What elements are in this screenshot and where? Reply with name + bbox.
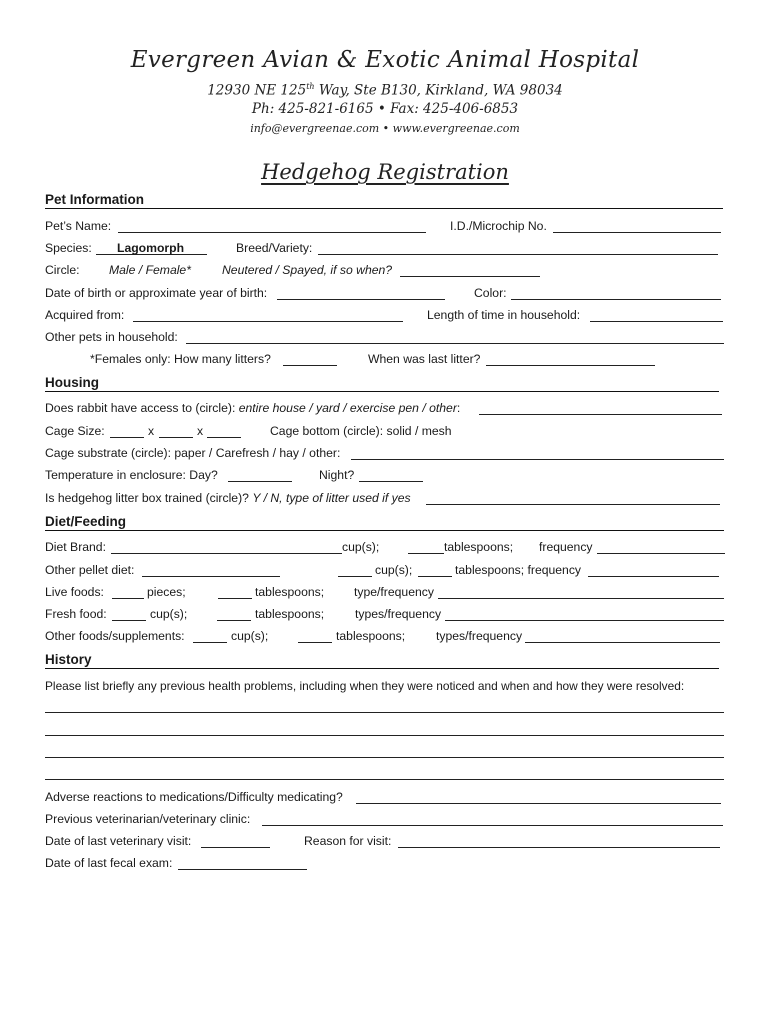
temp-day-field[interactable]	[228, 481, 292, 482]
cage-size-height-field[interactable]	[207, 437, 241, 438]
cups-label: cup(s);	[150, 607, 188, 621]
acquired-field[interactable]	[133, 321, 403, 322]
color-field[interactable]	[511, 299, 721, 300]
reason-label: Reason for visit:	[304, 834, 392, 848]
access-label-text: Does rabbit have access to (circle):	[45, 401, 236, 415]
section-rule	[45, 530, 724, 531]
times-symbol: x	[148, 424, 155, 438]
temp-night-field[interactable]	[359, 481, 423, 482]
fresh-food-types-field[interactable]	[445, 620, 724, 621]
color-label: Color:	[474, 286, 507, 300]
live-foods-type-field[interactable]	[438, 598, 724, 599]
fresh-food-label: Fresh food:	[45, 607, 107, 621]
breed-label: Breed/Variety:	[236, 241, 313, 255]
litter-box-label	[45, 490, 411, 506]
address-end: Way, Ste B130, Kirkland, WA 98034	[314, 82, 563, 99]
clinic-address	[0, 82, 770, 99]
types-frequency-label: types/frequency	[355, 607, 442, 621]
history-prompt: Please list briefly any previous health problems, including when they were noticed and when and how they were resolved:	[45, 679, 685, 693]
other-pellet-field[interactable]	[142, 576, 280, 577]
other-foods-types-field[interactable]	[525, 642, 720, 643]
history-blank-line[interactable]	[45, 757, 724, 758]
live-foods-label: Live foods:	[45, 585, 104, 599]
last-visit-field[interactable]	[201, 847, 270, 848]
microchip-label: I.D./Microchip No.	[450, 219, 547, 233]
cups-label: cup(s);	[342, 540, 380, 554]
live-foods-tablespoons-field[interactable]	[218, 598, 252, 599]
clinic-phone-fax: Ph: 425-821-6165 • Fax: 425-406-6853	[251, 101, 519, 117]
pellet-cups-field[interactable]	[338, 576, 372, 577]
access-label	[45, 400, 460, 416]
fresh-food-cups-field[interactable]	[112, 620, 146, 621]
address-superscript: th	[306, 82, 315, 91]
litters-field[interactable]	[283, 365, 337, 366]
types-frequency-label: types/frequency	[436, 629, 523, 643]
form-title: Hedgehog Registration	[261, 160, 509, 184]
tablespoons-frequency-label: tablespoons; frequency	[455, 563, 582, 577]
history-blank-line[interactable]	[45, 735, 724, 736]
length-household-field[interactable]	[590, 321, 723, 322]
other-foods-label: Other foods/supplements:	[45, 629, 185, 643]
pieces-label: pieces;	[147, 585, 186, 599]
dob-field[interactable]	[277, 299, 445, 300]
diet-tablespoons-field[interactable]	[408, 553, 444, 554]
tablespoons-label: tablespoons;	[336, 629, 406, 643]
last-litter-label: When was last litter?	[368, 352, 481, 366]
clinic-name: Evergreen Avian & Exotic Animal Hospital	[130, 47, 640, 73]
pellet-tablespoons-field[interactable]	[418, 576, 452, 577]
prev-clinic-label: Previous veterinarian/veterinary clinic:	[45, 812, 251, 826]
type-frequency-label: type/frequency	[354, 585, 434, 599]
history-blank-line[interactable]	[45, 779, 724, 780]
tablespoons-label: tablespoons;	[255, 585, 325, 599]
adverse-label: Adverse reactions to medications/Difficulty medicating?	[45, 790, 343, 804]
breed-field[interactable]	[318, 254, 718, 255]
cups-label: cup(s);	[231, 629, 269, 643]
litter-box-question: Is hedgehog litter box trained (circle)?	[45, 491, 249, 505]
microchip-field[interactable]	[553, 232, 721, 233]
other-foods-cups-field[interactable]	[193, 642, 227, 643]
substrate-label[interactable]: Cage substrate (circle): paper / Carefresh / hay / other:	[45, 446, 341, 460]
circle-label: Circle:	[45, 263, 80, 277]
access-field[interactable]	[479, 414, 722, 415]
neutered-field[interactable]	[400, 276, 540, 277]
tablespoons-label: tablespoons;	[444, 540, 514, 554]
species-label: Species:	[45, 241, 92, 255]
other-foods-tablespoons-field[interactable]	[298, 642, 332, 643]
cage-size-width-field[interactable]	[159, 437, 193, 438]
access-options[interactable]: entire house / yard / exercise pen / other	[238, 401, 457, 415]
cups-label: cup(s);	[375, 563, 413, 577]
diet-cups-field[interactable]	[306, 553, 342, 554]
litter-type-field[interactable]	[426, 504, 720, 505]
length-household-label: Length of time in household:	[427, 308, 581, 322]
other-pets-label: Other pets in household:	[45, 330, 178, 344]
acquired-label: Acquired from:	[45, 308, 125, 322]
last-visit-label: Date of last veterinary visit:	[45, 834, 192, 848]
frequency-label: frequency	[539, 540, 593, 554]
neutered-label: Neutered / Spayed, if so when?	[222, 263, 393, 277]
reason-field[interactable]	[398, 847, 720, 848]
last-fecal-label: Date of last fecal exam:	[45, 856, 173, 870]
pets-name-field[interactable]	[118, 232, 426, 233]
tablespoons-label: tablespoons;	[255, 607, 325, 621]
dob-label: Date of birth or approximate year of birth:	[45, 286, 268, 300]
diet-frequency-field[interactable]	[597, 553, 725, 554]
fresh-food-tablespoons-field[interactable]	[217, 620, 251, 621]
litter-box-options[interactable]: Y / N, type of litter used if yes	[252, 491, 411, 505]
section-rule	[45, 668, 719, 669]
history-blank-line[interactable]	[45, 712, 724, 713]
clinic-email-web: info@evergreenae.com • www.evergreenae.com	[250, 122, 520, 135]
temp-day-label: Temperature in enclosure: Day?	[45, 468, 218, 482]
address-start: 12930 NE 125	[207, 82, 307, 99]
diet-brand-field[interactable]	[111, 553, 307, 554]
cage-bottom-label[interactable]: Cage bottom (circle): solid / mesh	[270, 424, 452, 438]
adverse-field[interactable]	[356, 803, 721, 804]
diet-brand-label: Diet Brand:	[45, 540, 106, 554]
litters-label: *Females only: How many litters?	[90, 352, 271, 366]
access-colon: :	[456, 401, 461, 415]
pets-name-label: Pet’s Name:	[45, 219, 112, 233]
substrate-field[interactable]	[351, 459, 724, 460]
other-pets-field[interactable]	[186, 343, 724, 344]
live-foods-pieces-field[interactable]	[112, 598, 144, 599]
cage-size-label: Cage Size:	[45, 424, 105, 438]
times-symbol: x	[197, 424, 204, 438]
pellet-frequency-field[interactable]	[588, 576, 719, 577]
temp-night-label: Night?	[319, 468, 355, 482]
prev-clinic-field[interactable]	[262, 825, 723, 826]
last-litter-field[interactable]	[486, 365, 655, 366]
section-heading-pet-information: Pet Information	[45, 192, 145, 207]
sex-options[interactable]: Male / Female*	[109, 263, 191, 277]
cage-size-length-field[interactable]	[110, 437, 144, 438]
section-heading-housing: Housing	[45, 375, 99, 390]
section-rule	[45, 208, 723, 209]
section-rule	[45, 391, 719, 392]
species-value: Lagomorph	[117, 241, 185, 255]
last-fecal-field[interactable]	[178, 869, 307, 870]
section-heading-diet: Diet/Feeding	[45, 514, 127, 529]
section-heading-history: History	[45, 652, 92, 667]
other-pellet-label: Other pellet diet:	[45, 563, 135, 577]
